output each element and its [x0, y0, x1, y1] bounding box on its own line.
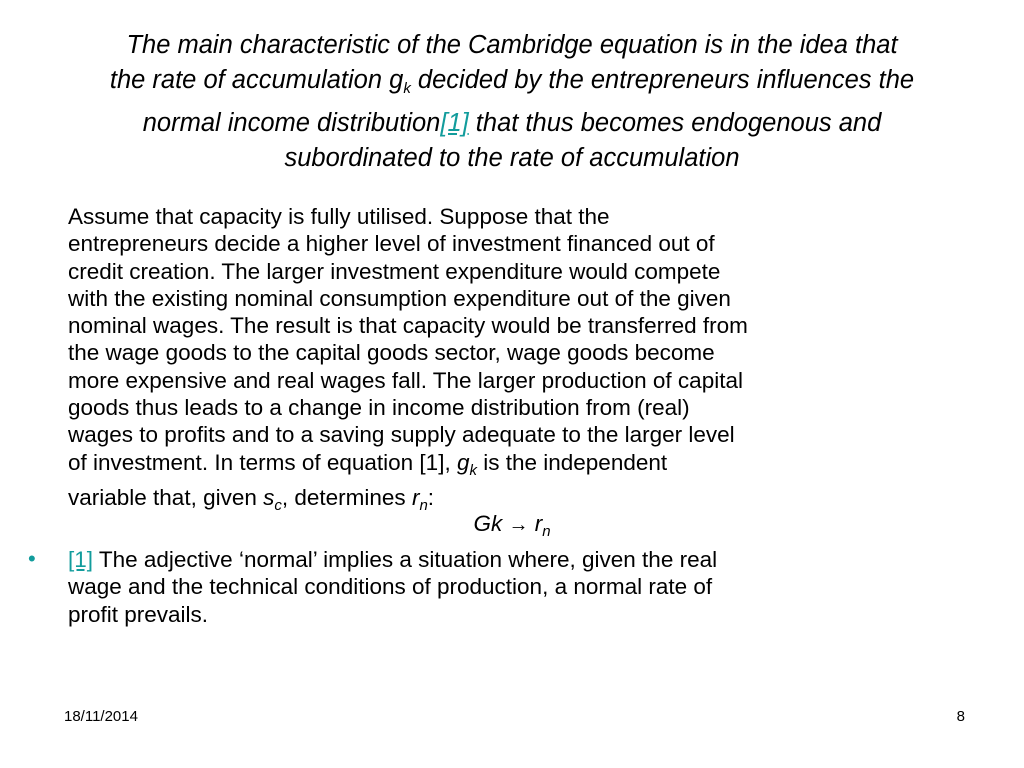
body-line-10	[68, 449, 968, 484]
body-line-1: Assume that capacity is fully utilised. Suppose that the	[68, 204, 610, 229]
title-line-3-rest: that thus becomes endogenous and	[468, 109, 882, 137]
var-s-subscript: c	[274, 496, 282, 514]
footnote-anchor-link[interactable]: [1]	[68, 547, 94, 572]
formula-lhs: Gk	[473, 511, 509, 536]
footnote-line-2: wage and the technical conditions of production, a normal rate of	[68, 574, 713, 600]
body-line-10-text: of investment. In terms of equation [1],	[68, 449, 457, 475]
title-line-2	[40, 63, 984, 107]
title-line-4: subordinated to the rate of accumulation	[284, 143, 740, 172]
body-line-4: with the existing nominal consumption expenditure out of the given	[68, 285, 731, 311]
footnote-line-3: profit prevails.	[68, 601, 209, 627]
formula	[0, 510, 1024, 546]
title-line-3-text: normal income distribution	[142, 109, 441, 137]
body-line-2: entrepreneurs decide a higher level of investment financed out of	[68, 231, 715, 257]
footnote-reference-link[interactable]: [1]	[440, 109, 469, 137]
body-paragraph	[68, 203, 968, 519]
formula-rhs-subscript: n	[542, 523, 551, 540]
body-line-5: nominal wages. The result is that capacity would be transferred from	[68, 313, 748, 339]
footnote-line-1	[68, 546, 968, 573]
body-line-9: wages to profits and to a saving supply adequate to the larger level	[68, 422, 735, 448]
title-line-2-text: the rate of accumulation g	[109, 65, 404, 94]
right-arrow-icon: →	[508, 514, 529, 536]
var-r: r	[411, 484, 420, 510]
title-line-2-rest: decided by the entrepreneurs influences the	[410, 65, 915, 94]
body-line-11-mid: , determines	[281, 484, 412, 510]
var-s: s	[263, 484, 275, 510]
body-line-7: more expensive and real wages fall. The larger production of capital	[68, 367, 743, 393]
body-line-8: goods thus leads to a change in income distribution from (real)	[68, 395, 690, 421]
body-line-11-rest: :	[427, 484, 435, 510]
page-number: 8	[956, 708, 965, 725]
body-line-11-text: variable that, given	[68, 484, 264, 510]
body-line-3: credit creation. The larger investment expenditure would compete	[68, 258, 721, 284]
body-line-10-rest: is the independent	[476, 449, 668, 475]
formula-rhs: r	[528, 511, 543, 536]
footnote	[68, 546, 968, 628]
body-line-6: the wage goods to the capital goods sector, wage goods become	[68, 340, 715, 366]
var-g-subscript: k	[469, 461, 477, 479]
slide-title	[40, 28, 984, 175]
title-line-3	[40, 106, 984, 141]
title-subscript-k: k	[403, 79, 411, 97]
footnote-line-1-text: The adjective ‘normal’ implies a situation where, given the real	[93, 547, 718, 572]
var-g: g	[456, 449, 470, 475]
var-r-subscript: n	[419, 496, 428, 514]
bullet-icon: •	[28, 546, 36, 571]
footer-date: 18/11/2014	[64, 708, 138, 725]
title-line-1: The main characteristic of the Cambridge equation is in the idea that	[126, 31, 898, 59]
